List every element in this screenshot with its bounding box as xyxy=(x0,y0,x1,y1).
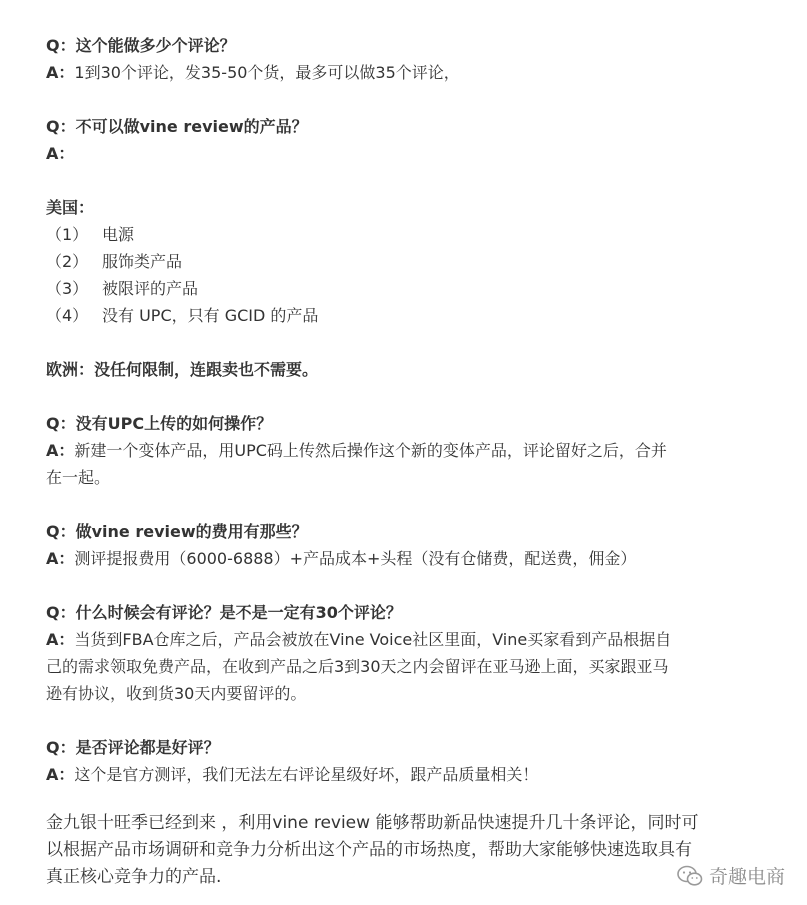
answer-text: 测评提报费用（6000-6888）+产品成本+头程（没有仓储费，配送费，佣金） xyxy=(74,549,637,568)
closing-line: 金九银十旺季已经到来 ，利用vine review 能够帮助新品快速提升几十条评论，同时可 xyxy=(46,813,699,833)
closing-line: 真正核心竞争力的产品. xyxy=(46,867,222,887)
list-number: （3） xyxy=(46,279,89,298)
list-number: （4） xyxy=(46,306,89,325)
answer-5-continued: 己的需求领取免费产品，在收到产品之后3到30天之内会留评在亚马逊上面，买家跟亚马 xyxy=(46,657,669,676)
watermark xyxy=(677,862,785,889)
list-item xyxy=(46,248,736,275)
closing-paragraph xyxy=(46,810,736,891)
europe-note: 欧洲：没任何限制，连跟卖也不需要。 xyxy=(46,360,319,379)
answer-text: 1到30个评论，发35-50个货，最多可以做35个评论， xyxy=(74,63,460,82)
article-body xyxy=(46,32,736,891)
answer-text: 新建一个变体产品，用UPC码上传然后操作这个新的变体产品，评论留好之后，合并 xyxy=(74,441,667,460)
list-text: 电源 xyxy=(102,225,135,244)
usa-heading: 美国： xyxy=(46,198,95,217)
list-number: （2） xyxy=(46,252,89,271)
list-item xyxy=(46,221,736,248)
answer-label: A： xyxy=(46,441,75,460)
answer-label: A： xyxy=(46,63,75,82)
list-item xyxy=(46,275,736,302)
question-1: Q：这个能做多少个评论？ xyxy=(46,36,236,55)
list-text: 服饰类产品 xyxy=(102,252,183,271)
answer-label: A： xyxy=(46,144,75,163)
answer-label: A： xyxy=(46,549,75,568)
answer-4 xyxy=(46,545,736,572)
closing-line: 以根据产品市场调研和竞争力分析出这个产品的市场热度，帮助大家能够快速选取具有 xyxy=(46,840,692,860)
answer-label: A： xyxy=(46,765,75,784)
question-3: Q：没有UPC上传的如何操作？ xyxy=(46,414,273,433)
answer-text: 当货到FBA仓库之后，产品会被放在Vine Voice社区里面，Vine买家看到产品根据自 xyxy=(74,630,672,649)
list-item xyxy=(46,302,736,329)
answer-3 xyxy=(46,437,736,464)
list-number: （1） xyxy=(46,225,89,244)
question-6: Q：是否评论都是好评？ xyxy=(46,738,220,757)
list-text: 被限评的产品 xyxy=(102,279,199,298)
list-text: 没有 UPC，只有 GCID 的产品 xyxy=(102,306,319,325)
answer-label: A： xyxy=(46,630,75,649)
answer-6 xyxy=(46,761,736,788)
answer-5-continued: 逊有协议，收到货30天内要留评的。 xyxy=(46,684,307,703)
answer-3-continued: 在一起。 xyxy=(46,468,111,487)
answer-5 xyxy=(46,626,736,653)
answer-1 xyxy=(46,59,736,86)
question-5: Q：什么时候会有评论？是不是一定有30个评论？ xyxy=(46,603,402,622)
question-4: Q：做vine review的费用有那些？ xyxy=(46,522,308,541)
wechat-icon xyxy=(677,865,703,887)
answer-2 xyxy=(46,140,736,167)
answer-text: 这个是官方测评，我们无法左右评论星级好坏，跟产品质量相关！ xyxy=(74,765,539,784)
watermark-text: 奇趣电商 xyxy=(708,866,785,888)
question-2: Q：不可以做vine review的产品？ xyxy=(46,117,308,136)
